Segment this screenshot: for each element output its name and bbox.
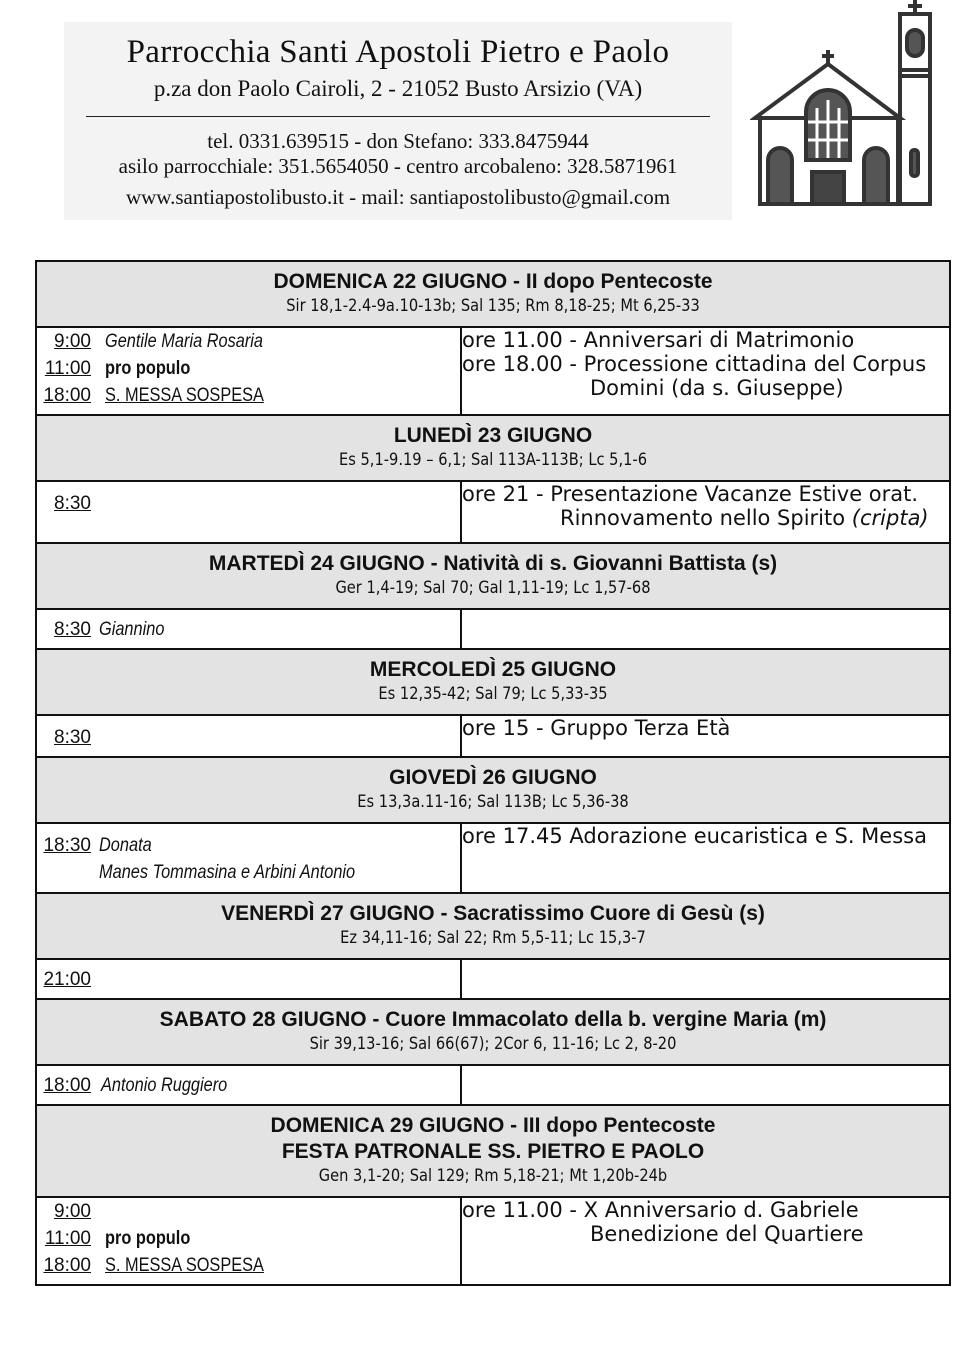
day-title: DOMENICA 22 GIUGNO - II dopo Pentecoste: [273, 270, 713, 293]
mass-list: [36, 609, 461, 649]
day-row: [36, 327, 950, 415]
mass-item: [37, 1225, 460, 1252]
event-item: ore 11.00 - X Anniversario d. Gabriele: [462, 1198, 859, 1222]
contact-phone: tel. 0331.639515 - don Stefano: 333.8475944: [207, 129, 589, 153]
day-title: VENERDÌ 27 GIUGNO - Sacratissimo Cuore di Gesù (s): [221, 902, 765, 925]
mass-intention: Giannino: [99, 619, 165, 640]
day-row: [36, 715, 950, 757]
schedule-table: [35, 260, 951, 1286]
day-title: MERCOLEDÌ 25 GIUGNO: [369, 658, 617, 681]
event-item: ore 17.45 Adorazione eucaristica e S. Messa: [462, 824, 927, 848]
event-item: ore 18.00 - Processione cittadina del Corpus: [462, 352, 927, 376]
day-readings: Sir 39,13-16; Sal 66(67); 2Cor 6, 11-16; Lc 2, 8-20: [309, 1034, 677, 1054]
day-readings: Es 5,1-9.19 – 6,1; Sal 113A-113B; Lc 5,1-6: [339, 450, 647, 470]
day-row: [36, 1065, 950, 1105]
day-title: LUNEDÌ 23 GIUGNO: [393, 424, 593, 447]
day-title: DOMENICA 29 GIUGNO - III dopo Pentecoste: [270, 1114, 716, 1137]
day-header: [36, 649, 950, 715]
event-list: [461, 1065, 950, 1105]
mass-intention: S. MESSA SOSPESA: [105, 1255, 264, 1276]
mass-intention: Donata: [99, 835, 152, 856]
event-item: ore 21 - Presentazione Vacanze Estive orat.: [462, 482, 919, 506]
day-header: [36, 261, 950, 327]
mass-time: 21:00: [43, 969, 91, 990]
mass-time: 18:00: [43, 385, 91, 406]
mass-item: [37, 355, 460, 382]
mass-item: [37, 616, 460, 643]
mass-list: [36, 823, 461, 893]
mass-intention: Antonio Ruggiero: [101, 1075, 228, 1096]
mass-item: [37, 490, 460, 517]
mass-time: 18:30: [43, 835, 91, 856]
mass-time: 8:30: [54, 493, 91, 514]
day-readings: Ger 1,4-19; Sal 70; Gal 1,11-19; Lc 1,57-68: [335, 578, 651, 598]
parish-title: Parrocchia Santi Apostoli Pietro e Paolo: [126, 34, 670, 70]
day-header: [36, 757, 950, 823]
mass-time: 8:30: [54, 727, 91, 748]
event-item: ore 11.00 - Anniversari di Matrimonio: [462, 328, 855, 352]
day-header: [36, 999, 950, 1065]
day-header: [36, 893, 950, 959]
event-list: [461, 715, 950, 757]
day-row: [36, 1197, 950, 1285]
event-item: ore 15 - Gruppo Terza Età: [462, 716, 731, 740]
contact-web-mail: www.santiapostolibusto.it - mail: santiapostolibusto@gmail.com: [125, 185, 671, 209]
day-header: [36, 1105, 950, 1197]
mass-time: 18:00: [43, 1255, 91, 1276]
mass-list: [36, 715, 461, 757]
day-title: MARTEDÌ 24 GIUGNO - Natività di s. Giovanni Battista (s): [208, 552, 778, 575]
mass-item: [37, 966, 460, 993]
event-list: [461, 823, 950, 893]
mass-intention: Manes Tommasina e Arbini Antonio: [99, 862, 356, 883]
mass-time: 11:00: [44, 358, 91, 379]
day-title: SABATO 28 GIUGNO - Cuore Immacolato della b. vergine Maria (m): [159, 1008, 827, 1031]
contact-numbers: asilo parrocchiale: 351.5654050 - centro arcobaleno: 328.5871961: [118, 154, 678, 178]
day-readings: Es 13,3a.11-16; Sal 113B; Lc 5,36-38: [357, 792, 629, 812]
day-row: [36, 609, 950, 649]
day-header: [36, 415, 950, 481]
mass-list: [36, 327, 461, 415]
day-row: [36, 823, 950, 893]
event-list: [461, 481, 950, 543]
mass-intention: S. MESSA SOSPESA: [105, 385, 264, 406]
day-readings: Es 12,35-42; Sal 79; Lc 5,33-35: [378, 684, 608, 704]
event-item: Domini (da s. Giuseppe): [590, 376, 844, 400]
event-location: (cripta): [851, 506, 929, 530]
mass-time: 11:00: [44, 1228, 91, 1249]
event-list: [461, 327, 950, 415]
event-list: [461, 959, 950, 999]
mass-list: [36, 481, 461, 543]
mass-item: [37, 832, 460, 859]
mass-item: [37, 1252, 460, 1279]
mass-list: [36, 959, 461, 999]
day-readings: Ez 34,11-16; Sal 22; Rm 5,5-11; Lc 15,3-7: [340, 928, 646, 948]
event-list: [461, 609, 950, 649]
church-icon: [750, 0, 960, 210]
mass-time: 9:00: [54, 1201, 91, 1222]
mass-list: [36, 1197, 461, 1285]
event-item: Rinnovamento nello Spirito (cripta): [560, 506, 929, 530]
mass-list: [36, 1065, 461, 1105]
parish-header: [64, 22, 732, 220]
day-header: [36, 543, 950, 609]
mass-time: 18:00: [43, 1075, 91, 1096]
parish-address: p.za don Paolo Cairoli, 2 - 21052 Busto Arsizio (VA): [153, 76, 643, 101]
mass-time: 9:00: [54, 331, 91, 352]
mass-item: [37, 382, 460, 409]
mass-intention: Gentile Maria Rosaria: [105, 331, 264, 352]
mass-item: [37, 328, 460, 355]
mass-item: [37, 724, 460, 751]
mass-intention: pro populo: [105, 1228, 191, 1249]
mass-item: [37, 1198, 460, 1225]
event-item: Benedizione del Quartiere: [590, 1222, 864, 1246]
mass-intention: pro populo: [105, 358, 191, 379]
day-readings: Sir 18,1-2.4-9a.10-13b; Sal 135; Rm 8,18-25; Mt 6,25-33: [286, 296, 700, 316]
day-readings: Gen 3,1-20; Sal 129; Rm 5,18-21; Mt 1,20b-24b: [318, 1166, 668, 1186]
day-title: GIOVEDÌ 26 GIUGNO: [389, 766, 597, 789]
day-row: [36, 959, 950, 999]
mass-item: [37, 859, 460, 886]
day-row: [36, 481, 950, 543]
event-list: [461, 1197, 950, 1285]
mass-time: 8:30: [54, 619, 91, 640]
mass-item: [37, 1072, 460, 1099]
day-subtitle: FESTA PATRONALE SS. PIETRO E PAOLO: [281, 1140, 705, 1163]
header-divider: [86, 116, 710, 117]
